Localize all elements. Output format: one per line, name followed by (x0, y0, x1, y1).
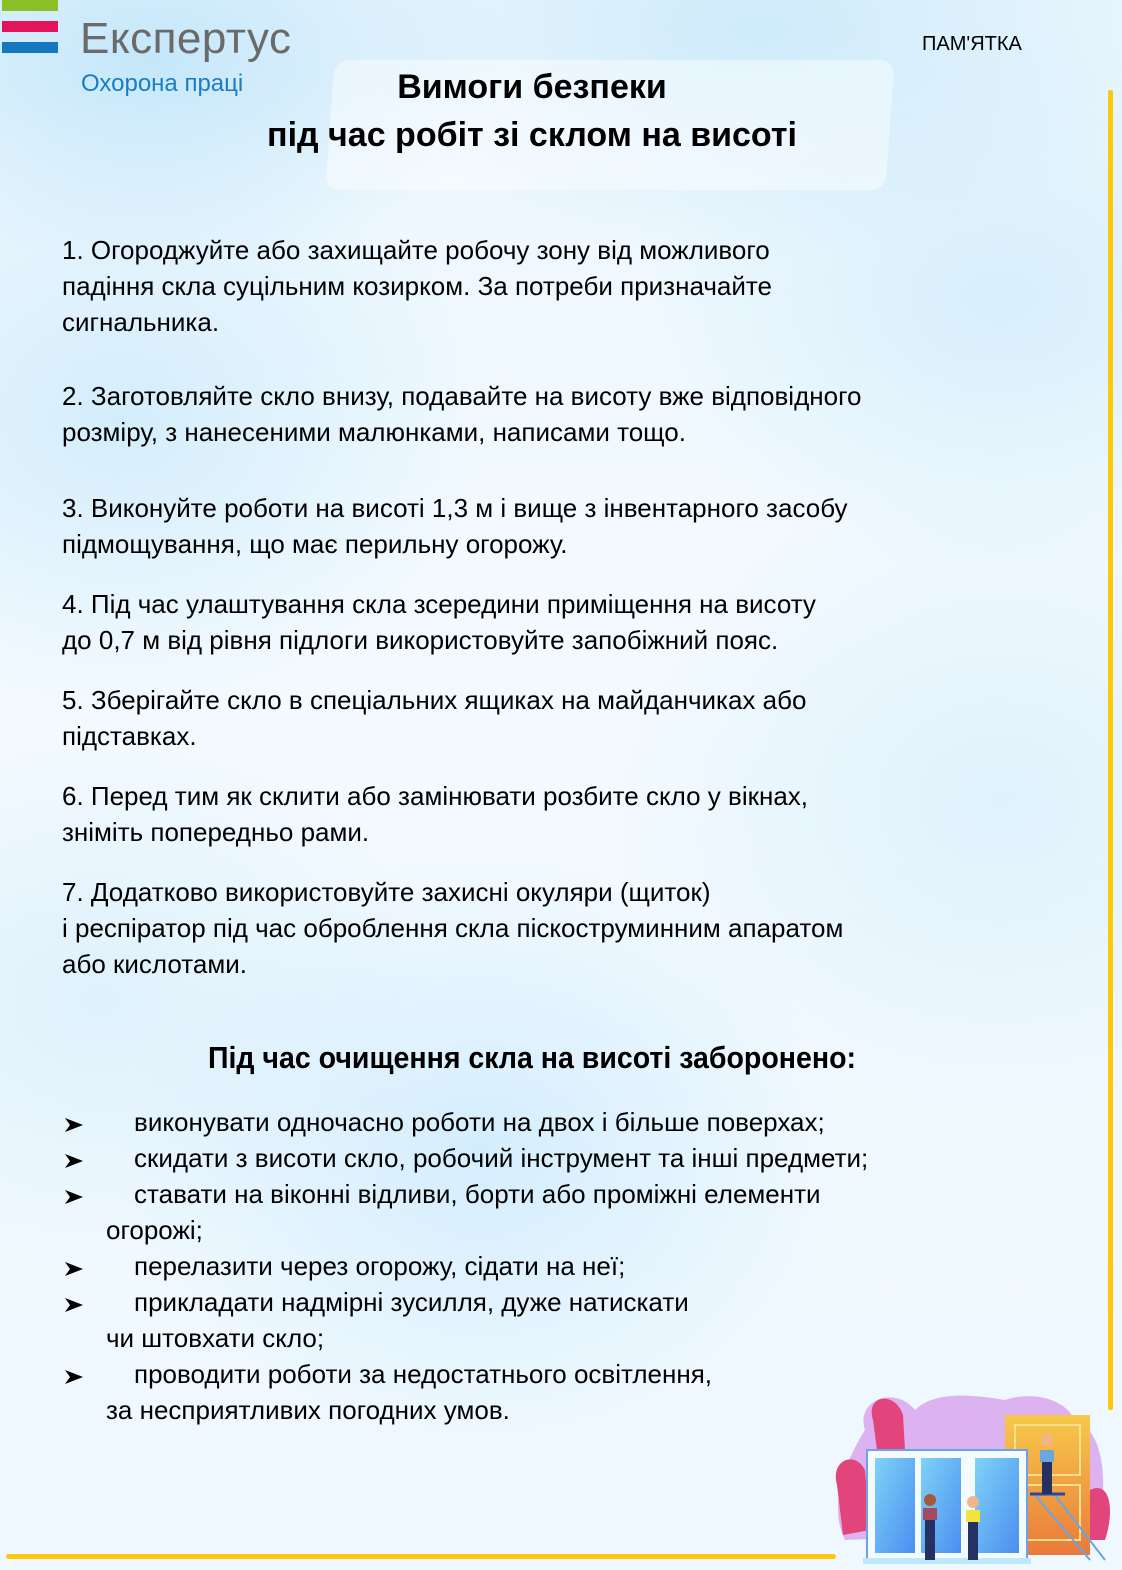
logo-bar-red (2, 21, 58, 32)
forbidden-item-continuation: за несприятливих погодних умов. (106, 1395, 510, 1425)
accent-line-right (1108, 90, 1113, 1410)
logo-subtitle: Охорона праці (81, 70, 244, 97)
forbidden-item-continuation: чи штовхати скло; (106, 1323, 325, 1353)
arrowhead-bullet-icon (64, 1356, 84, 1392)
rule-item-5: 5. Зберігайте скло в спеціальних ящиках на майданчиках або підставках. (62, 685, 807, 751)
forbidden-item-text: прикладати надмірні зусилля, дуже натискати (134, 1287, 689, 1317)
rule-item-6: 6. Перед тим як склити або замінювати розбите скло у вікнах, зніміть попередньо рами. (62, 781, 809, 847)
rule-item-2: 2. Заготовляйте скло внизу, подавайте на висоту вже відповідного розміру, з нанесеними малюнками, написами тощо. (62, 381, 862, 447)
logo-name: Експертус (80, 14, 292, 63)
rule-item-3: 3. Виконуйте роботи на висоті 1,3 м і вище з інвентарного засобу підмощування, що має перильну огорожу. (62, 493, 848, 559)
memo-label: ПАМ'ЯТКА (922, 33, 1022, 55)
forbidden-item (62, 1140, 1062, 1176)
forbidden-item (62, 1104, 1062, 1140)
forbidden-item-continuation: огорожі; (106, 1215, 203, 1245)
workers-installing-windows-illustration (825, 1380, 1115, 1565)
forbidden-item (62, 1176, 1062, 1248)
forbidden-item-text: ставати на віконні відливи, борти або проміжні елементи (134, 1179, 821, 1209)
forbidden-section-title: Під час очищення скла на висоті заборонено: (207, 1040, 857, 1075)
forbidden-item (62, 1284, 1062, 1356)
forbidden-item-text: проводити роботи за недостатнього освітлення, (134, 1359, 713, 1389)
rule-item-7: 7. Додатково використовуйте захисні окуляри (щиток) і респіратор під час оброблення скла піскоструминним апаратом або кислотами. (62, 877, 844, 979)
logo-bar-blue (2, 42, 58, 53)
logo-bar-green (2, 0, 58, 11)
logo-mark (2, 0, 58, 63)
page-title-line1: Вимоги безпеки (397, 68, 667, 106)
forbidden-item-text: скидати з висоти скло, робочий інструмент та інші предмети; (134, 1143, 869, 1173)
arrowhead-bullet-icon (64, 1284, 84, 1320)
forbidden-item-text: виконувати одночасно роботи на двох і більше поверхах; (134, 1107, 825, 1137)
accent-line-bottom (6, 1554, 836, 1559)
arrowhead-bullet-icon (64, 1176, 84, 1212)
forbidden-item-text: перелазити через огорожу, сідати на неї; (134, 1251, 626, 1281)
forbidden-item (62, 1248, 1062, 1284)
rule-item-4: 4. Під час улаштування скла зсередини приміщення на висоту до 0,7 м від рівня підлоги використовуйте запобіжний пояс. (62, 589, 816, 655)
rule-item-1: 1. Огороджуйте або захищайте робочу зону від можливого падіння скла суцільним козирком. За потреби призначайте сигнальника. (62, 235, 772, 337)
page-title-line2: під час робіт зі склом на висоті (267, 116, 797, 154)
arrowhead-bullet-icon (64, 1140, 84, 1176)
arrowhead-bullet-icon (64, 1248, 84, 1284)
arrowhead-bullet-icon (64, 1104, 84, 1140)
